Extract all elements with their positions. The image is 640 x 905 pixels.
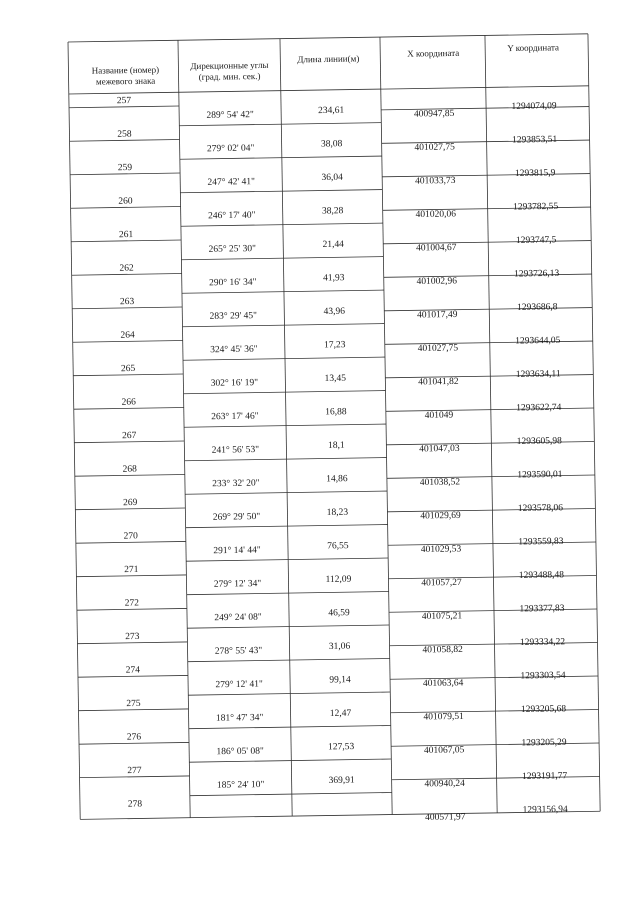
point-x-coordinate: 401004,67 [416, 242, 457, 254]
point-x-coordinate: 401033,73 [414, 175, 456, 187]
point-name: 278 [127, 799, 143, 810]
point-y-coordinate: 1293634,11 [515, 369, 561, 381]
row-separator [71, 240, 181, 242]
row-separator [385, 375, 593, 378]
segment-length: 38,08 [320, 139, 343, 150]
row-separator [386, 408, 594, 411]
segment-direction-angle: 291° 14' 44" [213, 545, 261, 557]
point-x-coordinate: 401047,03 [419, 443, 460, 455]
point-name: 263 [119, 296, 135, 308]
row-separator [80, 776, 190, 778]
row-separator [69, 106, 179, 108]
point-x-coordinate: 401075,21 [421, 611, 463, 623]
row-separator [189, 759, 391, 762]
row-separator [386, 442, 594, 445]
header-angle-line2: (град. мин. сек.) [198, 70, 261, 82]
point-x-coordinate: 401067,05 [423, 745, 465, 756]
point-name: 267 [121, 430, 137, 442]
row-separator [384, 274, 592, 277]
segment-direction-angle: 181° 47' 34" [215, 713, 264, 724]
boundary-coordinates-table [68, 34, 600, 822]
point-y-coordinate: 1293815,9 [514, 168, 556, 179]
row-separator [76, 575, 186, 577]
point-name: 259 [117, 163, 133, 174]
row-separator [184, 391, 386, 394]
segment-length: 14,86 [326, 474, 348, 485]
segment-direction-angle: 283° 29' 45" [209, 311, 258, 322]
point-x-coordinate: 401079,51 [423, 711, 464, 723]
row-separator [74, 407, 184, 409]
segment-direction-angle: 324° 45' 36" [210, 344, 258, 356]
row-separator [77, 642, 187, 644]
segment-length: 41,93 [322, 273, 345, 284]
point-name: 276 [126, 732, 142, 743]
row-separator [70, 173, 180, 175]
row-separator [185, 491, 387, 494]
segment-length: 112,09 [325, 574, 352, 586]
point-y-coordinate: 1293488,48 [518, 570, 565, 581]
row-separator [78, 675, 188, 677]
segment-direction-angle: 246° 17' 40" [207, 210, 256, 222]
column-line-2 [280, 39, 292, 816]
survey-table-wrapper [68, 34, 600, 822]
point-x-coordinate: 401057,27 [421, 577, 462, 589]
point-x-coordinate: 401058,82 [422, 644, 463, 656]
header-angle-line1: Дирекционные углы [190, 59, 269, 72]
row-separator [384, 308, 592, 311]
row-separator [74, 441, 184, 443]
row-separator [75, 508, 185, 510]
point-y-coordinate: 1293559,83 [518, 536, 564, 548]
row-separator [381, 107, 589, 110]
row-separator [391, 743, 599, 746]
row-separator [73, 374, 183, 376]
segment-length: 18,23 [326, 507, 349, 518]
point-x-coordinate: 401027,75 [417, 343, 459, 355]
point-x-coordinate: 401063,64 [422, 678, 464, 690]
segment-direction-angle: 233° 32' 20" [212, 478, 260, 490]
point-name: 275 [126, 698, 141, 710]
row-separator [387, 475, 595, 478]
row-separator [182, 324, 384, 327]
point-y-coordinate: 1293303,54 [520, 670, 566, 682]
row-separator [181, 257, 383, 260]
point-y-coordinate: 1293644,05 [515, 335, 561, 347]
row-separator [189, 726, 391, 729]
point-name: 257 [116, 96, 132, 107]
header-name-line1: Название (номер) [91, 64, 160, 76]
point-y-coordinate: 1293726,13 [514, 268, 560, 280]
column-line-0 [68, 42, 80, 819]
point-y-coordinate: 1293191,77 [521, 771, 568, 782]
segment-direction-angle: 241° 56' 53" [211, 445, 260, 456]
point-y-coordinate: 1293590,01 [517, 469, 563, 481]
segment-length: 13,45 [324, 373, 347, 385]
row-separator [382, 140, 590, 143]
row-separator [188, 659, 390, 662]
segment-direction-angle: 302° 16' 19" [210, 378, 259, 389]
point-x-coordinate: 401020,06 [415, 209, 457, 221]
point-x-coordinate: 401038,52 [419, 477, 461, 489]
segment-length: 369,91 [328, 775, 355, 786]
point-y-coordinate: 1293853,51 [511, 134, 558, 146]
row-separator [390, 643, 598, 646]
point-name: 265 [120, 363, 136, 375]
point-x-coordinate: 401049 [424, 410, 454, 421]
row-separator [187, 592, 389, 595]
row-separator [75, 474, 185, 476]
segment-length: 12,47 [329, 708, 352, 719]
row-separator [180, 156, 382, 159]
row-separator [79, 742, 189, 744]
segment-direction-angle: 289° 54' 42" [206, 110, 254, 121]
point-name: 271 [124, 564, 139, 576]
row-separator [391, 709, 599, 712]
point-name: 258 [117, 129, 132, 140]
segment-direction-angle: 269° 29' 50" [212, 512, 261, 523]
row-separator [387, 509, 595, 512]
point-name: 262 [119, 263, 134, 274]
row-separator [79, 709, 189, 711]
row-separator [181, 223, 383, 226]
point-x-coordinate: 401029,69 [420, 510, 461, 522]
segment-direction-angle: 279° 12' 41" [215, 679, 263, 691]
point-name: 264 [120, 330, 135, 341]
point-y-coordinate: 1293334,22 [519, 637, 566, 648]
row-separator [383, 207, 591, 210]
column-line-4 [485, 35, 497, 812]
segment-length: 16,88 [325, 407, 347, 418]
row-separator [184, 424, 386, 427]
point-x-coordinate: 401002,96 [416, 276, 458, 288]
segment-length: 31,06 [328, 641, 351, 652]
point-y-coordinate: 1293747,5 [515, 235, 557, 246]
segment-direction-angle: 278° 55' 43" [214, 646, 263, 657]
point-y-coordinate: 1293205,29 [521, 737, 567, 749]
row-separator [180, 190, 382, 193]
column-line-3 [380, 37, 392, 814]
row-separator [183, 357, 385, 360]
segment-length: 76,55 [327, 541, 349, 552]
segment-direction-angle: 263° 17' 46" [211, 411, 259, 423]
segment-direction-angle: 279° 12' 34" [213, 579, 262, 590]
point-name: 273 [125, 631, 140, 643]
row-separator [73, 340, 183, 342]
row-separator [70, 140, 180, 142]
point-y-coordinate: 1293205,68 [520, 704, 567, 715]
table-grid [68, 34, 600, 820]
segment-length: 18,1 [327, 440, 345, 451]
point-x-coordinate: 400940,24 [424, 778, 465, 790]
segment-length: 21,44 [322, 239, 344, 251]
point-y-coordinate: 1293686,8 [516, 302, 558, 313]
row-separator [385, 341, 593, 344]
point-x-coordinate: 401027,75 [414, 142, 455, 154]
point-y-coordinate: 1293605,98 [516, 436, 562, 447]
row-separator [388, 576, 596, 579]
point-y-coordinate: 1293622,74 [516, 402, 562, 414]
segment-length: 127,53 [327, 742, 355, 753]
row-separator [392, 776, 600, 779]
header-length: Длина линии(м) [297, 53, 360, 65]
segment-length: 234,61 [317, 105, 345, 117]
point-y-coordinate: 1293156,94 [522, 804, 568, 816]
segment-direction-angle: 279° 02' 04" [206, 143, 255, 155]
row-separator [188, 692, 390, 695]
segment-length: 43,96 [323, 306, 346, 318]
point-x-coordinate: 401017,49 [417, 309, 458, 321]
point-y-coordinate: 1293377,83 [519, 603, 565, 615]
row-separator [187, 625, 389, 628]
segment-direction-angle: 290° 16' 34" [209, 277, 257, 289]
point-y-coordinate: 1293782,55 [513, 201, 559, 213]
header-bottom-border [69, 86, 589, 94]
segment-length: 17,23 [324, 340, 346, 351]
segment-direction-angle: 186° 05' 08" [216, 746, 264, 758]
row-separator [382, 174, 590, 177]
point-x-coordinate: 401041,82 [418, 376, 459, 388]
row-separator [71, 207, 181, 209]
point-x-coordinate: 401029,53 [420, 544, 462, 556]
segment-length: 99,14 [329, 675, 351, 686]
segment-direction-angle: 247° 42' 41" [207, 177, 255, 188]
point-name: 269 [123, 497, 138, 509]
segment-length: 38,28 [321, 206, 344, 217]
segment-direction-angle: 249° 24' 08" [214, 612, 262, 624]
column-line-1 [178, 40, 190, 817]
segment-length: 46,59 [328, 608, 350, 619]
point-y-coordinate: 1293578,06 [517, 503, 564, 514]
header-name-line2: межевого знака [95, 75, 156, 87]
point-name: 268 [122, 464, 137, 475]
point-name: 270 [123, 531, 138, 542]
point-name: 266 [121, 397, 136, 408]
row-separator [72, 307, 182, 309]
segment-direction-angle: 265° 25' 30" [208, 244, 257, 255]
row-separator [383, 241, 591, 244]
row-separator [76, 541, 186, 543]
header-y-coordinate: Y координата [507, 42, 560, 54]
point-x-coordinate: 400947,85 [413, 108, 455, 120]
row-separator [185, 458, 387, 461]
table-top-border [68, 34, 588, 42]
point-name: 277 [127, 765, 142, 777]
row-separator [182, 290, 384, 293]
row-separator [389, 609, 597, 612]
segment-direction-angle: 185° 24' 10" [216, 780, 265, 791]
point-x-coordinate: 400571,97 [424, 812, 466, 823]
row-separator [72, 273, 182, 275]
table-header [91, 42, 559, 86]
row-separator [179, 123, 381, 126]
point-y-coordinate: 1294074,09 [511, 101, 557, 113]
row-separator [390, 676, 598, 679]
point-name: 260 [118, 196, 133, 207]
point-name: 261 [118, 230, 134, 241]
point-name: 272 [124, 598, 140, 609]
row-separator [388, 542, 596, 545]
point-name: 274 [125, 665, 141, 676]
header-x-coordinate: X координата [407, 47, 460, 59]
row-separator [186, 558, 388, 561]
row-separator [77, 608, 187, 610]
row-separator [190, 793, 392, 796]
segment-length: 36,04 [321, 172, 343, 184]
column-line-5 [588, 34, 600, 811]
row-separator [186, 525, 388, 528]
